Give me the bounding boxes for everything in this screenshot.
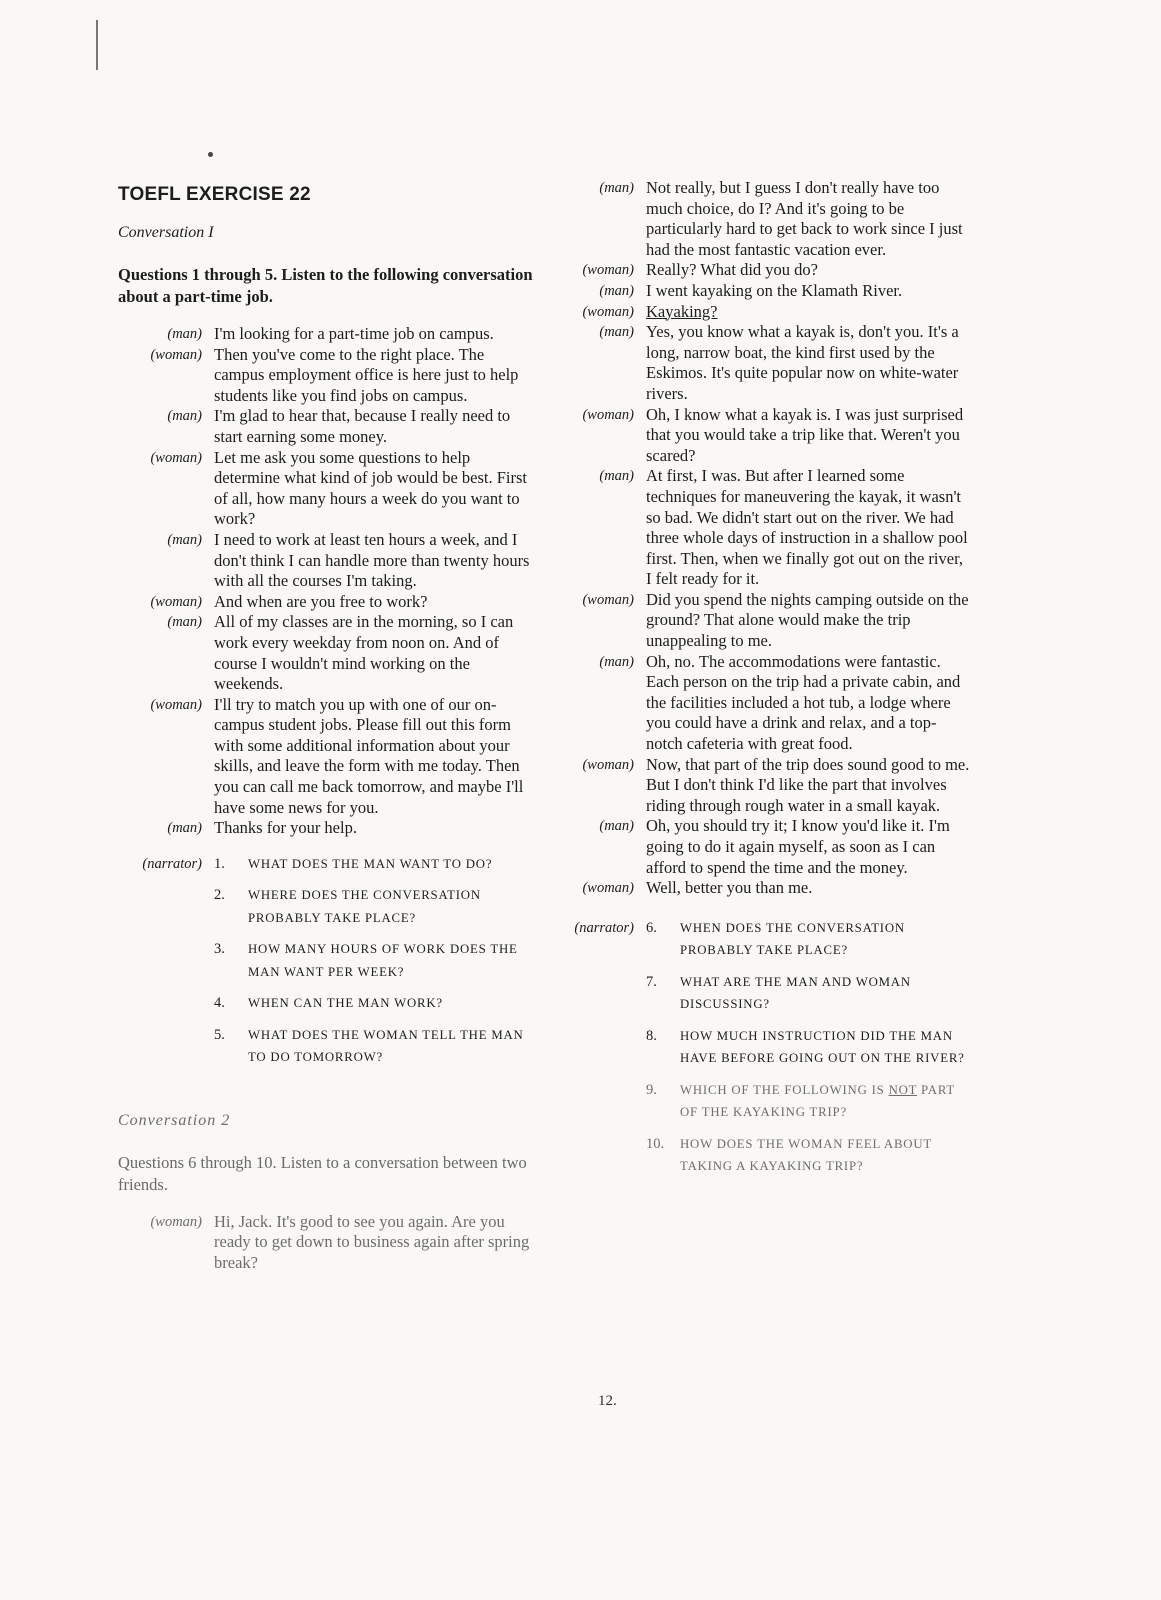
conversation-1-intro: Questions 1 through 5. Listen to the following conversation about a part-time job. [118,265,533,306]
speaker-label: (man) [599,324,634,341]
question-item [214,938,538,983]
dialogue-line [118,324,538,345]
utterance-text: I'm looking for a part-time job on campus. [214,324,494,343]
utterance-text: Yes, you know what a kayak is, don't you. It's a long, narrow boat, the kind first used by the Eskimos. It's quite popular now on white-water rivers. [646,322,959,403]
question-item [214,853,538,876]
speaker-label: (man) [167,326,202,342]
speaker-label: (man) [167,408,202,425]
utterance-text: At first, I was. But after I learned some techniques for maneuvering the kayak, it wasn't so bad. We didn't start out on the river. We had three whole days of instruction in a shallow pool first. Then, when we finally got out on the river, I felt ready for it. [646,466,968,589]
conversation-1-heading: Conversation I [118,224,214,241]
question-item [214,1024,538,1069]
utterance-text: Let me ask you some questions to help determine what kind of job would be best. First of all, how many hours a week do you want to work? [214,447,527,529]
dialogue-line [118,592,538,613]
dialogue-line [118,818,538,839]
dialogue-line [552,816,972,878]
utterance-text: Oh, you should try it; I know you'd like it. I'm going to do it again myself, as soon as I can afford to spend the time and the money. [646,816,950,877]
speaker-label: (man) [599,180,634,196]
question-text: WHICH OF THE FOLLOWING IS NOT PART OF THE KAYAKING TRIP? [680,1082,955,1120]
speaker-label: (man) [167,614,202,631]
exercise-title: TOEFL EXERCISE 22 [118,184,311,205]
speaker-label: (woman) [582,406,634,423]
speaker-label: (man) [599,653,634,670]
conversation-2-dialogue [552,178,972,899]
dialogue-line [118,695,538,819]
scan-speck [208,152,213,157]
dialogue-line [552,178,972,260]
utterance-text: I'm glad to hear that, because I really need to start earning some money. [214,406,511,446]
dialogue-line [118,345,538,407]
question-text: HOW MANY HOURS OF WORK DOES THE MAN WANT PER WEEK? [248,942,518,979]
speaker-label: (man) [167,531,202,548]
utterance-text: Thanks for your help. [214,818,357,838]
conversation-1-dialogue [118,324,538,839]
speaker-label: (woman) [582,756,634,773]
speaker-label: (woman) [582,880,634,897]
dialogue-line [552,878,972,899]
speaker-label: (man) [167,820,202,837]
question-item [646,1079,972,1124]
left-column [118,178,538,1274]
utterance-text: I went kayaking on the Klamath River. [646,280,903,300]
question-item [646,1025,972,1070]
question-text: HOW DOES THE WOMAN FEEL ABOUT TAKING A KAYAKING TRIP? [680,1136,932,1174]
dialogue-line [552,405,972,467]
dialogue-line [118,448,538,530]
speaker-label: (woman) [150,696,202,713]
narrator-label: (narrator) [142,855,202,872]
question-number: 3. [214,941,225,958]
utterance-text: All of my classes are in the morning, so I can work every weekday from noon on. And of course I wouldn't mind working on the weekends. [214,612,514,694]
dialogue-line [118,1212,538,1274]
question-item [646,917,972,962]
conversation-1-questions [118,853,538,1078]
utterance-text: I need to work at least ten hours a week, and I don't think I can handle more than twenty hours with all the courses I'm taking. [214,529,530,591]
question-number: 7. [646,973,657,990]
dialogue-line [552,755,972,817]
utterance-text: Did you spend the nights camping outside on the ground? That alone would make the trip unappealing to me. [646,589,969,651]
question-item [214,992,538,1015]
conversation-2-questions [552,917,972,1187]
utterance-text: Oh, no. The accommodations were fantastic. Each person on the trip had a private cabin, and the facilities included a hot tub, a lodge where you could have a drink and relax, and a top-notch cafeteria with great food. [646,651,961,754]
question-number: 6. [646,919,657,936]
dialogue-line [552,652,972,755]
dialogue-line [552,590,972,652]
question-item [646,971,972,1016]
utterance-text: Not really, but I guess I don't really have too much choice, do I? And it's going to be particularly hard to get back to work since I just had the most fantastic vacation ever. [646,178,963,259]
dialogue-line [552,466,972,590]
question-text: WHAT DOES THE MAN WANT TO DO? [248,856,493,871]
speaker-label: (woman) [582,591,634,608]
speaker-label: (woman) [150,346,202,363]
speaker-label: (woman) [150,449,202,466]
utterance-text: Kayaking? [646,301,718,321]
speaker-label: (man) [599,468,634,485]
question-text: WHEN DOES THE CONVERSATION PROBABLY TAKE PLACE? [680,920,905,958]
question-item [214,884,538,929]
utterance-text: I'll try to match you up with one of our on-campus student jobs. Please fill out this form with some additional information about your skills, and leave the form with me today. Then you can call me back tomorrow, and maybe I'll have some news for you. [214,694,524,817]
question-text: WHAT ARE THE MAN AND WOMAN DISCUSSING? [680,974,911,1012]
utterance-text: Hi, Jack. It's good to see you again. Are you ready to get down to business again after spring break? [214,1211,530,1273]
speaker-label: (woman) [150,1213,202,1230]
utterance-text: Oh, I know what a kayak is. I was just surprised that you would take a trip like that. Weren't you scared? [646,404,964,465]
page-number: 12. [598,1393,617,1409]
question-number: 2. [214,887,225,904]
utterance-text: Really? What did you do? [646,260,818,280]
speaker-label: (woman) [150,593,202,610]
dialogue-line [118,612,538,694]
utterance-text: Well, better you than me. [646,878,813,898]
dialogue-line [552,260,972,281]
narrator-label: (narrator) [574,919,634,936]
question-text: WHAT DOES THE WOMAN TELL THE MAN TO DO TOMORROW? [248,1027,524,1065]
utterance-text: And when are you free to work? [214,591,428,611]
dialogue-line [552,281,972,302]
conversation-2-intro: Questions 6 through 10. Listen to a conversation between two friends. [118,1152,527,1194]
question-number: 9. [646,1081,657,1098]
utterance-text: Then you've come to the right place. The campus employment office is here just to help students like you find jobs on campus. [214,344,519,405]
question-text: HOW MUCH INSTRUCTION DID THE MAN HAVE BEFORE GOING OUT ON THE RIVER? [680,1028,965,1066]
speaker-label: (woman) [582,262,634,279]
dialogue-line [118,406,538,447]
question-number: 1. [214,855,225,872]
question-text: WHEN CAN THE MAN WORK? [248,996,443,1011]
speaker-label: (man) [599,818,634,835]
scan-mark [96,20,98,70]
utterance-text: Now, that part of the trip does sound good to me. But I don't think I'd like the part that involves riding through rough water in a small kayak. [646,754,970,815]
question-number: 8. [646,1027,657,1044]
dialogue-line [118,530,538,592]
question-number: 5. [214,1026,225,1043]
speaker-label: (man) [599,282,634,299]
dialogue-line [552,322,972,404]
question-text: WHERE DOES THE CONVERSATION PROBABLY TAKE PLACE? [248,888,481,925]
speaker-label: (woman) [582,303,634,320]
right-column [552,178,972,1187]
question-item [646,1133,972,1178]
question-number: 4. [214,995,225,1012]
conversation-2-heading: Conversation 2 [118,1111,231,1129]
dialogue-line [552,302,972,323]
question-number: 10. [646,1135,665,1152]
